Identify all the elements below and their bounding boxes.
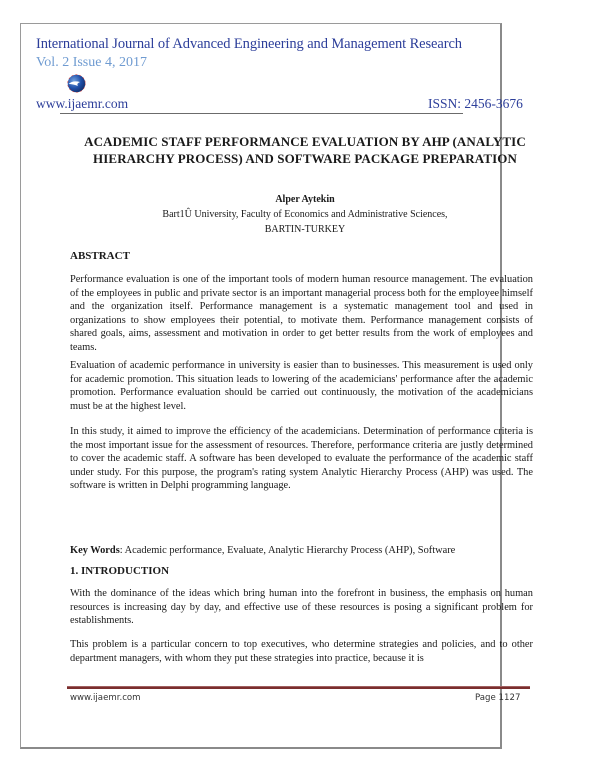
keywords	[70, 545, 455, 556]
abstract-paragraph: Performance evaluation is one of the important tools of modern human resource management. The evaluation of the employees in public and private sector is an important managerial process both for the employee himself and the organization itself. Performance management is a systematic management tool and used in organizations to show employees their potential, to motivate them. Performance management consists of shared goals, aims, assessment and motivation in order to get better results from the work of employees and teams.	[70, 274, 533, 353]
journal-website-link[interactable]: www.ijaemr.com	[36, 96, 129, 111]
introduction-paragraph: This problem is a particular concern to top executives, who determine strategies and policies, and to other department managers, with whom they put these strategies into practice, because it is	[70, 639, 533, 664]
globe-logo-icon	[67, 74, 86, 93]
keywords-value: : Academic performance, Evaluate, Analytic Hierarchy Process (AHP), Software	[119, 545, 456, 556]
affiliation-line: BARTIN-TURKEY	[264, 224, 346, 235]
abstract-heading: ABSTRACT	[70, 250, 130, 262]
footer-divider	[67, 686, 530, 689]
introduction-heading: 1. INTRODUCTION	[70, 565, 170, 577]
journal-title: International Journal of Advanced Engineering and Management Research	[36, 36, 462, 52]
footer-website: www.ijaemr.com	[70, 693, 141, 703]
issn: ISSN: 2456-3676	[428, 96, 523, 111]
header-divider	[60, 113, 463, 114]
paper-title: ACADEMIC STAFF PERFORMANCE EVALUATION BY AHP (ANALYTIC HIERARCHY PROCESS) AND SOFTWARE PACKAGE PREPARATION	[84, 134, 526, 166]
author-name: Alper Aytekin	[275, 194, 335, 205]
abstract-paragraph: Evaluation of academic performance in university is easier than to businesses. This measurement is used only for academic promotion. This situation leads to lowering of the academicians' performance after the academic promotion. Performance evaluation should be carried out continuously, the motivation of the academicians must be at the highest level.	[70, 360, 533, 412]
abstract-paragraph: In this study, it aimed to improve the efficiency of the academicians. Determination of performance criteria is the most important issue for the assessment of resources. Therefore, performance criteria are justly determined to cover the academic staff. A software has been developed to evaluate the performance of the academic staff under study. For this purpose, the program's rating system Analytic Hierarchy Process (AHP) was used. The software is written in Delphi programming language.	[70, 426, 533, 492]
keywords-label: Key Words	[70, 545, 120, 556]
affiliation-line: Bart1Û University, Faculty of Economics and Administrative Sciences,	[162, 209, 448, 220]
introduction-paragraph: With the dominance of the ideas which bring human into the forefront in business, the emphasis on human resources is increasing day by day, and effective use of these resources is posing a significant problem for establishments.	[70, 588, 533, 627]
volume-issue: Vol. 2 Issue 4, 2017	[36, 55, 147, 70]
page-number: Page 1127	[475, 693, 521, 703]
author-affiliation	[80, 207, 530, 237]
